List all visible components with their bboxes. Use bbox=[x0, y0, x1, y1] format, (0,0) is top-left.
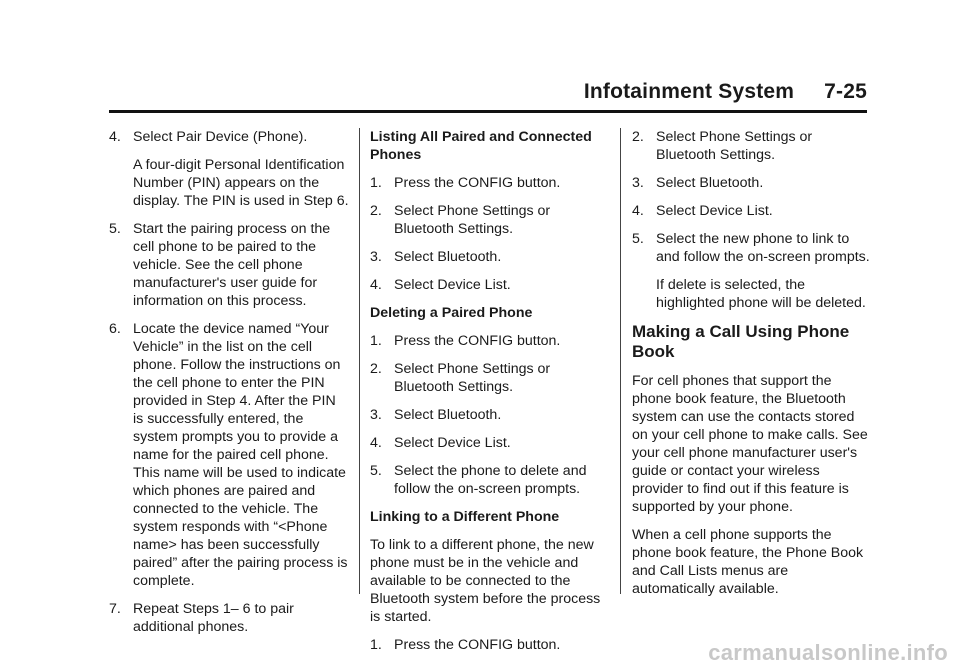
list-item bbox=[370, 202, 608, 238]
step-number: 4. bbox=[370, 277, 382, 293]
step-text: Press the CONFIG button. bbox=[394, 333, 561, 349]
step-text: Select Phone Settings or Bluetooth Settings. bbox=[394, 361, 551, 395]
list-item bbox=[370, 462, 608, 498]
list-item bbox=[370, 434, 608, 452]
list-item bbox=[370, 174, 608, 192]
step-text: Select Bluetooth. bbox=[394, 249, 502, 265]
step-number: 4. bbox=[632, 203, 644, 219]
subheading-deleting: Deleting a Paired Phone bbox=[370, 305, 533, 321]
step-number: 2. bbox=[370, 361, 382, 377]
step-text: Select Pair Device (Phone). bbox=[133, 129, 308, 145]
list-item bbox=[370, 406, 608, 424]
list-item bbox=[370, 636, 608, 654]
column-divider-2 bbox=[620, 128, 621, 594]
step-text: Select the phone to delete and follow the on-screen prompts. bbox=[394, 463, 587, 497]
step-text: Select Device List. bbox=[394, 277, 511, 293]
step-number: 1. bbox=[370, 175, 382, 191]
step-text: Select Phone Settings or Bluetooth Settings. bbox=[394, 203, 551, 237]
step-number: 2. bbox=[370, 203, 382, 219]
list-item bbox=[109, 128, 349, 210]
step-text: Repeat Steps 1– 6 to pair additional phones. bbox=[133, 601, 294, 635]
step-number: 7. bbox=[109, 601, 121, 617]
step-number: 5. bbox=[632, 231, 644, 247]
step-number: 3. bbox=[370, 407, 382, 423]
column-1 bbox=[109, 128, 349, 646]
step-text: Select Device List. bbox=[394, 435, 511, 451]
step-number: 4. bbox=[109, 129, 121, 145]
step-text: Select Phone Settings or Bluetooth Settings. bbox=[656, 129, 813, 163]
page-header bbox=[584, 80, 867, 104]
step-number: 5. bbox=[109, 221, 121, 237]
step-text: Select Device List. bbox=[656, 203, 773, 219]
list-item bbox=[370, 332, 608, 350]
step-text: Select Bluetooth. bbox=[394, 407, 502, 423]
step-number: 4. bbox=[370, 435, 382, 451]
list-item bbox=[370, 360, 608, 396]
step-text: Start the pairing process on the cell phone to be paired to the vehicle. See the cell phone manufacturer's user guide for information on this process. bbox=[133, 221, 331, 309]
step-text: Press the CONFIG button. bbox=[394, 637, 561, 653]
list-item bbox=[632, 230, 872, 312]
body-paragraph: For cell phones that support the phone book feature, the Bluetooth system can use the contacts stored on your cell phone to make calls. See your cell phone manufacturer user's guide or contact your wireless provider to find out if this feature is supported by your phone. bbox=[632, 373, 868, 515]
step-note: If delete is selected, the highlighted phone will be deleted. bbox=[656, 277, 866, 311]
list-item bbox=[632, 202, 872, 220]
list-item bbox=[109, 320, 349, 590]
step-text: Select Bluetooth. bbox=[656, 175, 764, 191]
step-note: A four-digit Personal Identification Number (PIN) appears on the display. The PIN is used in Step 6. bbox=[133, 157, 349, 209]
step-number: 2. bbox=[632, 129, 644, 145]
body-paragraph: When a cell phone supports the phone book feature, the Phone Book and Call Lists menus are automatically available. bbox=[632, 527, 864, 597]
list-item bbox=[370, 276, 608, 294]
linking-intro: To link to a different phone, the new phone must be in the vehicle and available to be connected to the Bluetooth system before the process is started. bbox=[370, 537, 601, 625]
step-number: 5. bbox=[370, 463, 382, 479]
list-item bbox=[109, 600, 349, 636]
step-number: 3. bbox=[370, 249, 382, 265]
step-number: 3. bbox=[632, 175, 644, 191]
column-divider-1 bbox=[359, 128, 360, 594]
watermark: carmanualsonline.info bbox=[708, 640, 948, 665]
page-number: 7-25 bbox=[824, 80, 867, 103]
step-text: Press the CONFIG button. bbox=[394, 175, 561, 191]
step-number: 6. bbox=[109, 321, 121, 337]
section-title: Infotainment System bbox=[583, 80, 795, 103]
step-text: Locate the device named “Your Vehicle” in the list on the cell phone. Follow the instructions on the cell phone to enter the PIN provided in Step 4. After the PIN is successfully entered, the system prompts you to provide a name for the paired cell phone. This name will be used to indicate which phones are paired and connected to the vehicle. The system responds with “<Phone name> has been successfully paired” after the pairing process is complete. bbox=[133, 321, 348, 589]
step-number: 1. bbox=[370, 637, 382, 653]
column-2 bbox=[370, 128, 608, 664]
step-text: Select the new phone to link to and follow the on-screen prompts. bbox=[656, 231, 870, 265]
step-number: 1. bbox=[370, 333, 382, 349]
list-item bbox=[632, 174, 872, 192]
list-item bbox=[109, 220, 349, 310]
subheading-linking: Linking to a Different Phone bbox=[370, 509, 560, 525]
column-3 bbox=[632, 128, 872, 608]
subheading-listing: Listing All Paired and Connected Phones bbox=[370, 129, 592, 163]
header-rule bbox=[109, 110, 867, 113]
list-item bbox=[370, 248, 608, 266]
section-heading: Making a Call Using Phone Book bbox=[632, 322, 850, 361]
list-item bbox=[632, 128, 872, 164]
